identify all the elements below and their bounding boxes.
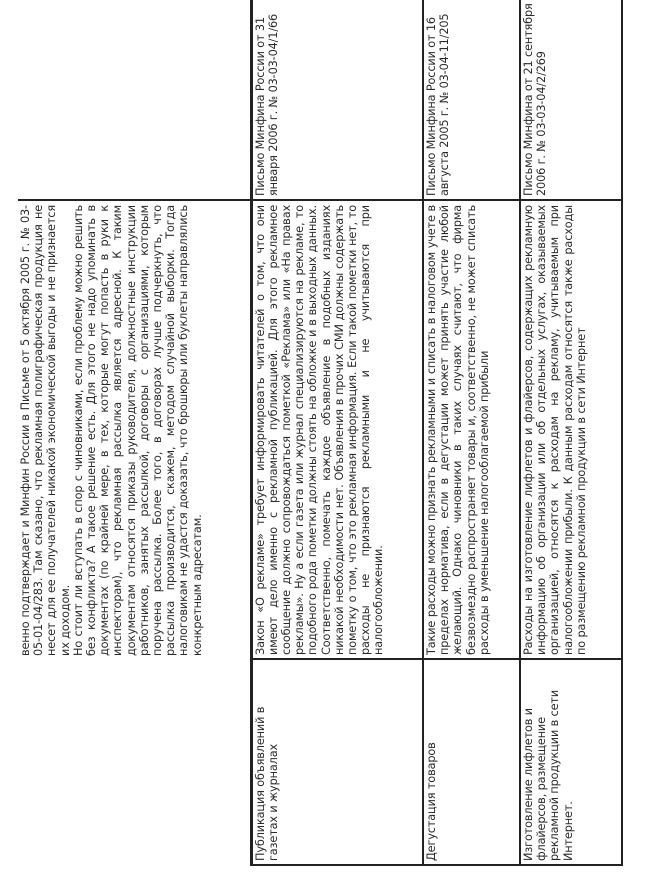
explanation-cell <box>423 200 520 659</box>
table-row <box>18 0 251 865</box>
document-cell: Письмо Минфина от 21 сентября 2006 г. № 03-03-04/2/269 <box>520 0 622 200</box>
document-cell: Письмо Минфина России от 16 августа 2005 г. № 03-04-11/205 <box>423 0 520 200</box>
table-row <box>423 0 520 865</box>
table-row <box>251 0 423 865</box>
document-cell: Письмо Минфина России от 31 января 2006 г. № 03-03-04/1/66 <box>251 0 423 200</box>
explanation-paragraph: Расходы на изготовление лифлетов и флайерсов, содержащих рекламную информацию об организации или об отдельных услугах, оказываемых организацией, относятся к расходам на рекламу, учитываемым при налогообложении прибыли. К данным расходам относятся также расходы по размещению рекламной продукции в сети Интернет <box>522 205 588 655</box>
document-cell <box>18 0 251 200</box>
category-cell <box>18 659 251 865</box>
explanation-paragraph: Но стоит ли вступать в спор с чиновниками, если проблему можно решить без конфликта? А такое решение есть. Для этого не надо упоминать в документах (по крайней мере, в тех, которые могут попасть в руки к инспекторам), что рекламная рассылка является адресной. К таким документам относятся приказы руководителя, должностные инструкции работников, занятых рассылкой, договоры с организациями, которым поручена рассылка. Более того, в договорах лучше подчеркнуть, что рассылка производится, скажем, методом случайной выборки. Тогда налоговикам не удастся доказать, что брошюры или буклеты направлялись конкретным адресатам. <box>71 205 204 656</box>
rotated-page <box>18 3 622 866</box>
explanation-paragraph: венно подтверждает и Минфин России в Письме от 5 октября 2005 г. № 03-05-01-04/283. Там сказано, что рекламная полиграфическая продукция не несет для ее получателей никакой экономической выгоды и не признается их доходом. <box>19 205 72 656</box>
explanation-cell <box>18 200 251 659</box>
category-cell: Публикация объявлений в газетах и журналах <box>251 659 423 865</box>
category-cell: Дегустация товаров <box>423 659 520 865</box>
category-cell: Изготовление лифлетов и флайерсов, размещение рекламной продукции в сети Интернет. <box>520 659 622 865</box>
explanation-cell <box>251 200 423 659</box>
table-row <box>520 0 622 865</box>
explanation-cell <box>520 200 622 659</box>
explanation-paragraph: Такие расходы можно признать рекламными и списать в налоговом учете в пределах норматива, если в дегустации может принять участие любой желающий. Однако чиновники в таких случаях считают, что фирма безвозмездно распространяет товары и, соответственно, не может списать расходы в уменьшение налогооблагаемой прибыли <box>425 205 491 655</box>
advertising-expenses-table <box>18 0 623 866</box>
explanation-paragraph: Закон «О рекламе» требует информировать читателей о том, что они имеют дело именно с рекламной публикацией. Для этого рекламное сообщение должно сопровождаться пометкой «Реклама» или «На правах рекламы». Ну а если газета или журнал специализируются на рекламе, то подобного рода пометки должны стоять на обложке и в выходных данных. Соответственно, помечать каждое объявление в подобных изданиях никакой необходимости нет. Объявления в прочих СМИ должны содержать пометку о том, что это рекламная информация. Если такой пометки нет, то расходы не признаются рекламными и не учитываются при налогообложении. <box>253 205 386 655</box>
